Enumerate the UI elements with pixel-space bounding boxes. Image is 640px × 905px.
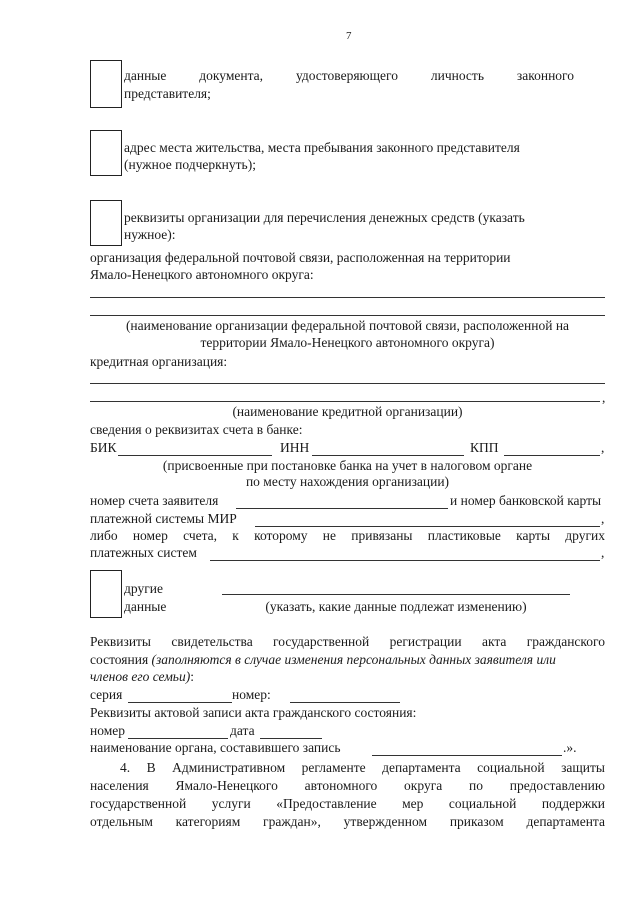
kpp-label: КПП xyxy=(470,440,499,455)
record-number-label: номер xyxy=(90,723,126,738)
cert-line3-italic: членов его семьи) xyxy=(90,669,191,684)
record-date-field[interactable] xyxy=(260,738,322,739)
postal-org-field-2[interactable] xyxy=(90,315,605,316)
credit-org-caption: (наименование кредитной организации) xyxy=(232,404,463,419)
option-address-line2: (нужное подчеркнуть); xyxy=(124,157,256,172)
mir-card-field[interactable] xyxy=(255,526,600,527)
option-address-line1: адрес места жительства, места пребывания законного представителя xyxy=(124,140,520,155)
cert-line2-italic: (заполняются в случае изменения персональных данных заявителя или xyxy=(151,652,556,667)
kpp-trail: , xyxy=(601,440,605,455)
record-organ-label: наименование органа, составившего запись xyxy=(90,740,341,755)
alt-account-trail: , xyxy=(601,545,605,560)
bik-field[interactable] xyxy=(118,455,272,456)
checkbox-requisites[interactable] xyxy=(90,200,122,246)
cert-line1: Реквизиты свидетельства государственной регистрации акта гражданского xyxy=(90,634,605,649)
cert-line3-tail: : xyxy=(190,669,194,684)
bank-caption-2: по месту нахождения организации) xyxy=(245,474,450,489)
record-number-field[interactable] xyxy=(128,738,228,739)
cert-number-label: номер: xyxy=(232,687,271,702)
para4-line3: государственной услуги «Предоставление мер социальной поддержки xyxy=(90,796,605,811)
account-label: номер счета заявителя xyxy=(90,493,219,508)
cert-line3 xyxy=(90,669,194,685)
inn-label: ИНН xyxy=(280,440,310,455)
credit-org-field-2[interactable] xyxy=(90,401,600,402)
credit-org-field-1[interactable] xyxy=(90,383,605,384)
alt-account-field[interactable] xyxy=(210,560,600,561)
other-data-word2: данные xyxy=(124,599,167,614)
option-document-data-line2: представителя; xyxy=(124,86,211,101)
para4-line2: населения Ямало-Ненецкого автономного округа по предоставлению xyxy=(90,778,605,793)
cert-series-label: серия xyxy=(90,687,123,702)
bik-label: БИК xyxy=(90,440,117,455)
record-date-label: дата xyxy=(230,723,255,738)
para4-line1: 4. В Административном регламенте департамента социальной защиты xyxy=(120,760,605,775)
cert-line2 xyxy=(90,652,556,668)
postal-org-field-1[interactable] xyxy=(90,297,605,298)
checkbox-other-data[interactable] xyxy=(90,570,122,618)
credit-org-label: кредитная организация: xyxy=(90,354,228,369)
mir-label: платежной системы МИР xyxy=(90,511,237,526)
card-label: и номер банковской карты xyxy=(450,493,602,508)
mir-trail: , xyxy=(601,511,605,526)
checkbox-document-data[interactable] xyxy=(90,60,122,108)
cert-number-field[interactable] xyxy=(290,702,400,703)
para4-line4: отдельным категориям граждан», утвержденном приказом департамента xyxy=(90,814,605,829)
kpp-field[interactable] xyxy=(504,455,600,456)
option-document-data-line1: данные документа, удостоверяющего личность законного xyxy=(124,68,574,83)
postal-org-line2: Ямало-Ненецкого автономного округа: xyxy=(90,267,314,282)
alt-account-line1: либо номер счета, к которому не привязаны пластиковые карты других xyxy=(90,528,605,543)
page-number: 7 xyxy=(346,30,352,42)
option-requisites-line2: нужное): xyxy=(124,227,176,242)
bank-details-intro: сведения о реквизитах счета в банке: xyxy=(90,422,303,437)
credit-org-trail: , xyxy=(602,390,606,405)
bank-caption-1: (присвоенные при постановке банка на учет в налоговом органе xyxy=(162,458,533,473)
alt-account-label: платежных систем xyxy=(90,545,197,560)
record-organ-field[interactable] xyxy=(372,755,562,756)
account-field[interactable] xyxy=(236,508,448,509)
cert-line2-normal: состояния xyxy=(90,652,152,667)
postal-org-caption-1: (наименование организации федеральной почтовой связи, расположенной на xyxy=(125,318,570,333)
other-data-caption: (указать, какие данные подлежат изменению) xyxy=(265,599,527,614)
other-data-word1: другие xyxy=(124,581,163,596)
option-requisites-line1: реквизиты организации для перечисления денежных средств (указать xyxy=(124,210,525,225)
checkbox-address[interactable] xyxy=(90,130,122,176)
record-organ-trail: .». xyxy=(563,740,577,755)
inn-field[interactable] xyxy=(312,455,464,456)
cert-series-field[interactable] xyxy=(128,702,232,703)
postal-org-caption-2: территории Ямало-Ненецкого автономного округа) xyxy=(200,335,495,350)
record-title: Реквизиты актовой записи акта гражданского состояния: xyxy=(90,705,417,720)
postal-org-line1: организация федеральной почтовой связи, расположенная на территории xyxy=(90,250,511,265)
other-data-field[interactable] xyxy=(222,594,570,595)
